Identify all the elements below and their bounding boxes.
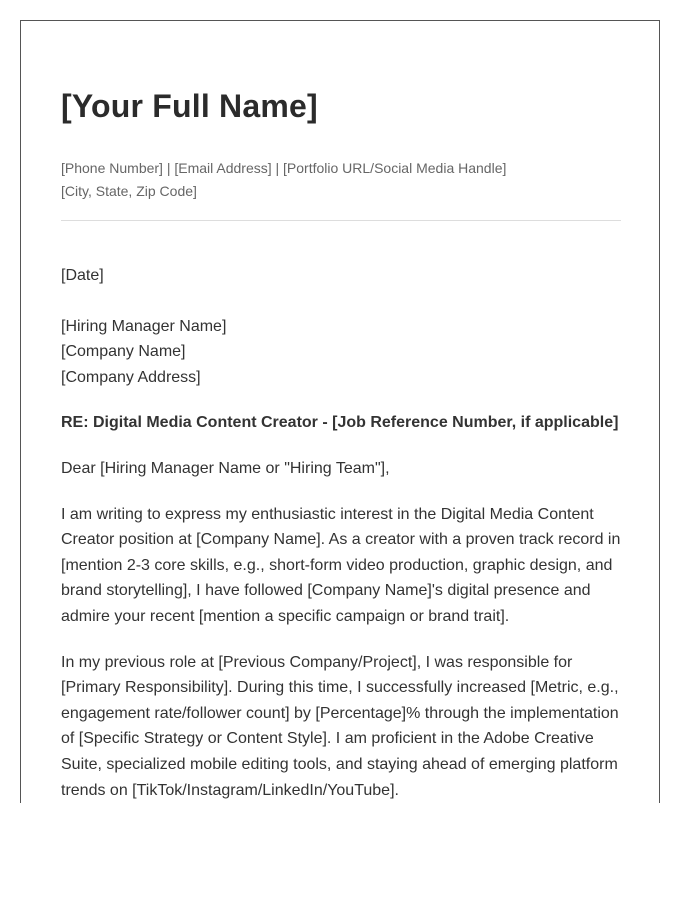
applicant-name: [Your Full Name] (61, 88, 318, 124)
letter-body (61, 263, 621, 803)
recipient-address: [Company Address] (61, 368, 201, 386)
salutation: Dear [Hiring Manager Name or "Hiring Team"], (61, 459, 390, 477)
recipient-manager: [Hiring Manager Name] (61, 317, 227, 335)
paragraph-experience: In my previous role at [Previous Company/Project], I was responsible for [Primary Responsibility]. During this time, I successfully increased [Metric, e.g., engagement rate/follower count] by [Percentage]% through the implementation of [Specific Strategy or Content Style]. I am proficient in the Adobe Creative Suite, specialized mobile editing tools, and staying ahead of emerging platform trends on [TikTok/Instagram/LinkedIn/YouTube]. (61, 653, 619, 799)
location-line: [City, State, Zip Code] (61, 183, 197, 199)
contact-line: [Phone Number] | [Email Address] | [Portfolio URL/Social Media Handle] (61, 160, 507, 176)
recipient-block (61, 314, 621, 391)
header-divider (61, 220, 621, 221)
letter-page (20, 20, 660, 803)
contact-info (61, 157, 621, 203)
subject-line: RE: Digital Media Content Creator - [Job Reference Number, if applicable] (61, 414, 619, 432)
recipient-company: [Company Name] (61, 343, 186, 361)
paragraph-intro: I am writing to express my enthusiastic interest in the Digital Media Content Creator position at [Company Name]. As a creator with a proven track record in [mention 2-3 core skills, e.g., short-form video production, graphic design, and brand storytelling], I have followed [Company Name]'s digital presence and admire your recent [mention a specific campaign or brand trait]. (61, 505, 621, 625)
letter-date: [Date] (61, 267, 104, 284)
